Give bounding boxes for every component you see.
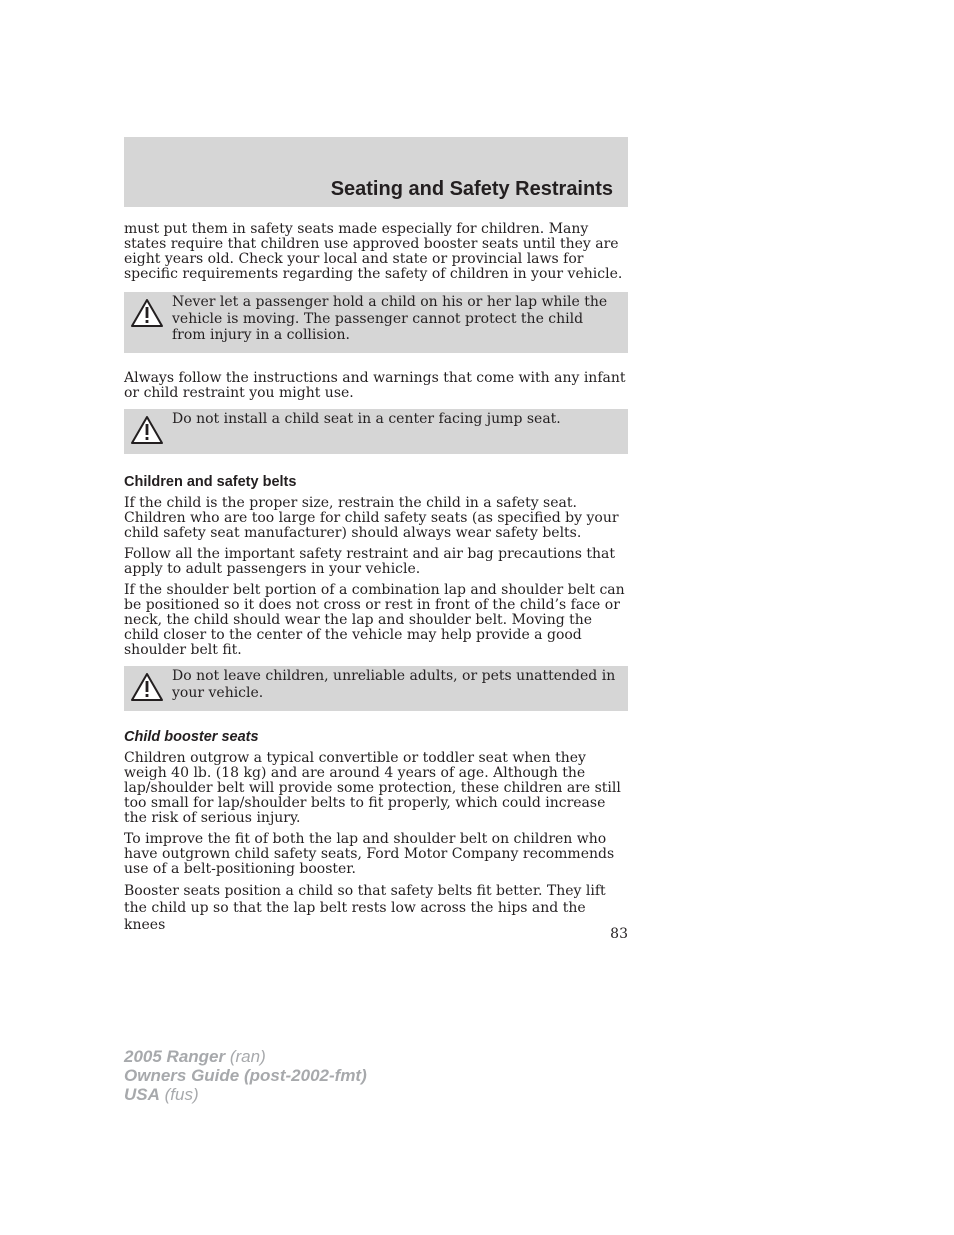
heading-children-safety-belts: Children and safety belts xyxy=(124,474,297,490)
belts-paragraph-1: If the child is the proper size, restrain the child in a safety seat. Children who are too large for child safety seats (as specified by your child safety seat manufacturer) should always wear safety belts. xyxy=(124,495,619,541)
document-footer xyxy=(124,1047,367,1104)
booster-paragraph-3: Booster seats position a child so that safety belts fit better. They lift the child up so that the lap belt rests low across the hips and the knees xyxy=(124,883,606,933)
footer-market-code: (fus) xyxy=(159,1085,199,1104)
intro-paragraph: must put them in safety seats made especially for children. Many states require that children use approved booster seats until they are eight years old. Check your local and state or provincial laws for specific requirements regarding the safety of children in your vehicle. xyxy=(124,221,623,282)
footer-model: 2005 Ranger xyxy=(124,1047,226,1066)
warning-box-jump-seat xyxy=(124,409,628,454)
belts-paragraph-3: If the shoulder belt portion of a combination lap and shoulder belt can be positioned so it does not cross or rest in front of the child’s face or neck, the child should wear the lap and shoulder belt. Moving the child closer to the center of the vehicle may help provide a good shoulder belt fit. xyxy=(124,582,625,658)
belts-paragraph-2: Follow all the important safety restraint and air bag precautions that apply to adult passengers in your vehicle. xyxy=(124,546,616,577)
footer-guide: Owners Guide (post-2002-fmt) xyxy=(124,1066,367,1085)
page-content xyxy=(124,222,628,940)
warning-triangle-icon xyxy=(130,672,164,702)
warning-box-lap xyxy=(124,292,628,353)
booster-paragraph-2: To improve the fit of both the lap and shoulder belt on children who have outgrown child safety seats, Ford Motor Company recommends use of a belt-positioning booster. xyxy=(124,831,615,877)
warning-text-lap: Never let a passenger hold a child on his or her lap while the vehicle is moving. The passenger cannot protect the child from injury in a collision. xyxy=(172,294,608,343)
footer-model-code: (ran) xyxy=(225,1047,266,1066)
warning-text-jump-seat: Do not install a child seat in a center facing jump seat. xyxy=(172,411,561,427)
warning-box-unattended xyxy=(124,666,628,711)
footer-line-market xyxy=(124,1085,367,1104)
heading-child-booster-seats: Child booster seats xyxy=(124,729,259,745)
warning-text-unattended: Do not leave children, unreliable adults, or pets unattended in your vehicle. xyxy=(172,668,616,701)
footer-market: USA xyxy=(124,1085,160,1104)
warning-triangle-icon xyxy=(130,415,164,445)
warning-triangle-icon xyxy=(130,298,164,328)
section-title: Seating and Safety Restraints xyxy=(330,178,613,200)
section-header-band xyxy=(124,137,628,207)
footer-line-model xyxy=(124,1047,367,1066)
booster-paragraph-1: Children outgrow a typical convertible or toddler seat when they weigh 40 lb. (18 kg) and are around 4 years of age. Although the lap/shoulder belt will provide some protection, these children are still too small for lap/shoulder belts to fit properly, which could increase the risk of serious injury. xyxy=(124,750,621,826)
page-number: 83 xyxy=(610,926,628,942)
follow-instructions-paragraph: Always follow the instructions and warnings that come with any infant or child restraint you might use. xyxy=(124,370,626,401)
